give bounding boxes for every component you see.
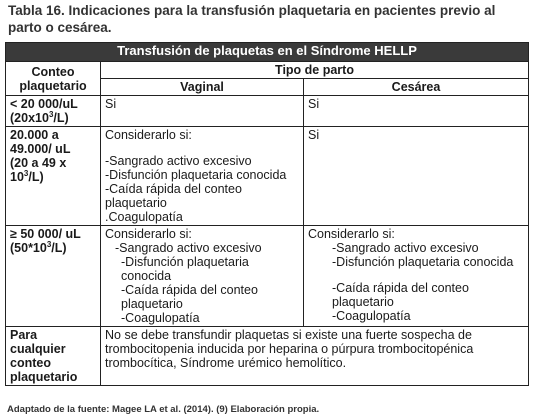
row-label-line: (20 a 49 x <box>10 156 67 170</box>
cell-line: plaquetario <box>121 297 183 311</box>
header-conteo-line: Conteo <box>31 64 75 79</box>
row-label-line: 49.000/ uL <box>10 142 71 156</box>
row-label-sup: 3 <box>23 168 29 178</box>
table-banner: Transfusión de plaquetas en el Síndrome HELLP <box>6 43 529 62</box>
table-row <box>6 327 529 386</box>
header-vaginal: Vaginal <box>101 79 304 96</box>
cell-line: conocida <box>121 269 172 283</box>
row-label-line: plaquetario <box>10 370 78 384</box>
cell-line: Si <box>308 97 320 111</box>
cell-line: -Sangrado activo excesivo <box>115 241 262 255</box>
cell-line: -Disfunción plaquetaria conocida <box>105 168 287 182</box>
cell-line: -Disfunción plaquetaria <box>121 255 249 269</box>
cell-vaginal <box>101 226 304 327</box>
cell-line: -Coagulopatía <box>332 309 411 323</box>
cell-line: .Coagulopatía <box>105 210 183 224</box>
row-label-line: ≥ 50 000/ uL <box>10 227 81 241</box>
row-label-sup: 3 <box>48 109 54 119</box>
row-label-line: cualquier <box>10 342 66 356</box>
row-label-text: 10 <box>10 170 24 184</box>
cell-line: Si <box>105 97 117 111</box>
cell-cesarea <box>304 127 529 226</box>
table-row <box>6 127 529 226</box>
row-label-text: /L) <box>28 170 44 184</box>
header-tipo-parto: Tipo de parto <box>101 62 529 79</box>
cell-line: plaquetario <box>332 295 394 309</box>
cell-line: -Caída rápida del conteo <box>121 283 258 297</box>
row-label <box>6 226 101 327</box>
transfusion-table <box>5 42 529 386</box>
cell-line: plaquetario <box>105 196 167 210</box>
cell-line: Considerarlo si: <box>308 227 395 241</box>
cell-vaginal <box>101 127 304 226</box>
cell-line: -Sangrado activo excesivo <box>105 154 252 168</box>
cell-line: Considerarlo si: <box>105 128 192 142</box>
row-label <box>6 327 101 386</box>
row-label-line: 20.000 a <box>10 128 59 142</box>
cell-line: Si <box>308 128 320 142</box>
table-row <box>6 226 529 327</box>
cell-gap <box>105 142 299 154</box>
row-label-sup: 3 <box>46 239 52 249</box>
table-row <box>6 96 529 127</box>
row-label-line: Para <box>10 328 38 342</box>
row-label-text: (20x10 <box>10 111 49 125</box>
cell-line: Considerarlo si: <box>105 227 192 241</box>
row-label-text: /L) <box>53 111 69 125</box>
cell-line: -Coagulopatía <box>121 311 200 325</box>
row-label-line <box>10 111 96 125</box>
cell-cesarea <box>304 226 529 327</box>
row-label-text: (50*10 <box>10 241 47 255</box>
row-label-text: /L) <box>51 241 67 255</box>
cell-line: -Caída rápida del conteo <box>332 281 469 295</box>
cell-merged: No se debe transfundir plaquetas si existe una fuerte sospecha de trombocitopenia inducida por heparina o púrpura trombocitopénica trombocítica, Síndrome urémico hemolítico. <box>101 327 529 386</box>
header-conteo <box>6 62 101 96</box>
table-caption: Tabla 16. Indicaciones para la transfusión plaquetaria en pacientes previo al parto o cesárea. <box>8 3 496 35</box>
cell-line: -Sangrado activo excesivo <box>332 241 479 255</box>
row-label <box>6 127 101 226</box>
cell-line: -Caída rápida del conteo <box>105 182 242 196</box>
row-label-line <box>10 170 96 184</box>
header-cesarea: Cesárea <box>304 79 529 96</box>
header-conteo-line: plaquetario <box>19 78 87 93</box>
cell-cesarea <box>304 96 529 127</box>
cell-vaginal <box>101 96 304 127</box>
row-label-line: < 20 000/uL <box>10 97 78 111</box>
source-note: Adaptado de la fuente: Magee LA et al. (2014). (9) Elaboración propia. <box>7 404 320 415</box>
row-label <box>6 96 101 127</box>
cell-gap <box>308 269 524 281</box>
row-label-line <box>10 241 96 255</box>
cell-line: -Disfunción plaquetaria conocida <box>332 255 514 269</box>
row-label-line: conteo <box>10 356 51 370</box>
